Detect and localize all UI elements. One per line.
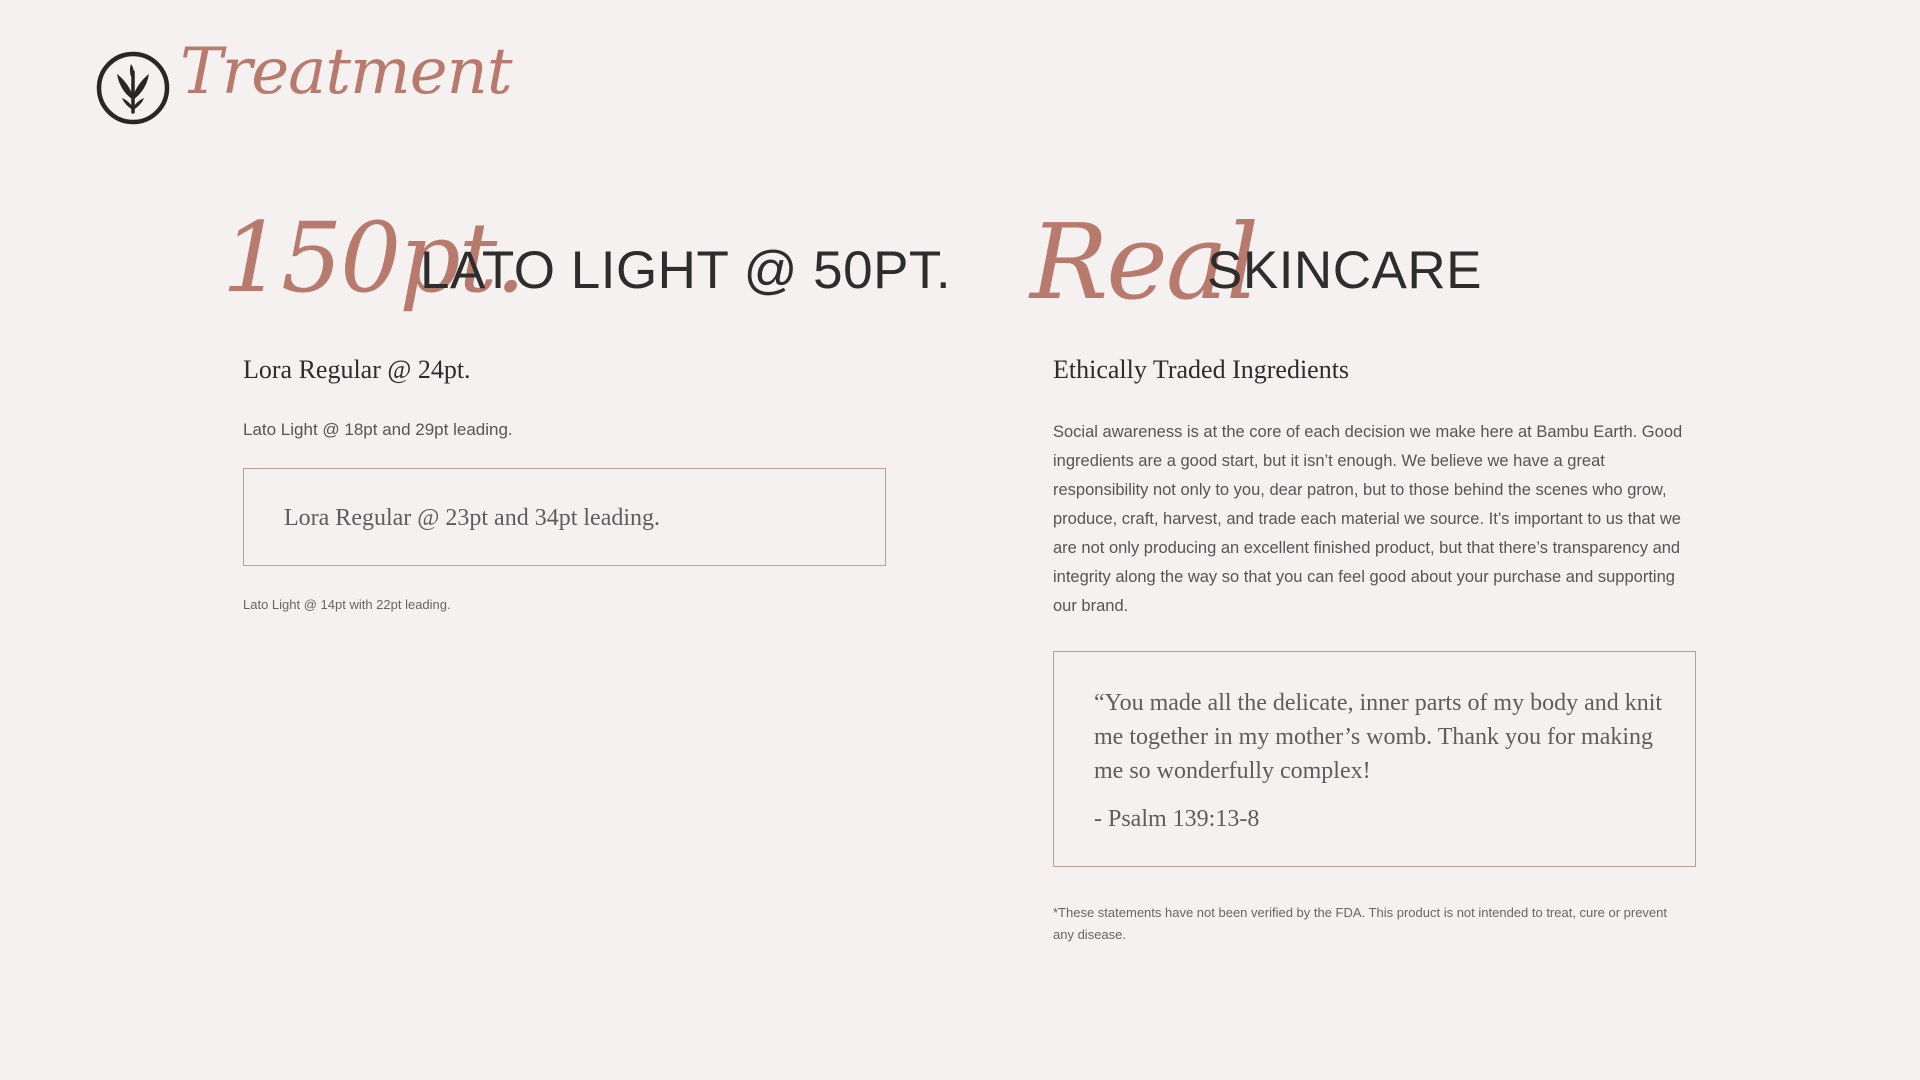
caps-heading-left: LATO LIGHT @ 50PT. — [420, 241, 952, 300]
fda-disclaimer: *These statements have not been verified by the FDA. This product is not intended to treat, cure or prevent any disease. — [1053, 905, 1667, 942]
sample-box-text: Lora Regular @ 23pt and 34pt leading. — [284, 505, 661, 531]
quote-box — [1053, 651, 1696, 867]
script-heading-right: Real — [1030, 201, 1258, 323]
sample-box-left — [243, 468, 886, 566]
brand-script-title: Treatment — [180, 35, 512, 109]
small-text-left: Lato Light @ 14pt with 22pt leading. — [243, 597, 451, 612]
serif-heading-right: Ethically Traded Ingredients — [1053, 355, 1350, 384]
brand-logo — [95, 50, 171, 126]
body-text-left: Lato Light @ 18pt and 29pt leading. — [243, 420, 513, 439]
caps-heading-right: SKINCARE — [1207, 241, 1482, 300]
serif-heading-left: Lora Regular @ 24pt. — [243, 355, 471, 384]
leaf-circle-icon — [95, 50, 171, 126]
quote-attribution: - Psalm 139:13-8 — [1094, 806, 1260, 832]
body-paragraph-right: Social awareness is at the core of each decision we make here at Bambu Earth. Good ingredients are a good start, but it isn’t enough. We believe we have a great responsibility not only to you, dear patron, but to those behind the scenes who grow, produce, craft, harvest, and trade each material we source. It’s important to us that we are not only producing an excellent finished product, but that there’s transparency and integrity along the way so that you can feel good about your purchase and supporting our brand. — [1053, 423, 1683, 615]
quote-text: “You made all the delicate, inner parts of my body and knit me together in my mother’s womb. Thank you for making me so wonderfully complex! — [1094, 690, 1663, 784]
script-heading-left: 150pt. — [222, 202, 524, 314]
